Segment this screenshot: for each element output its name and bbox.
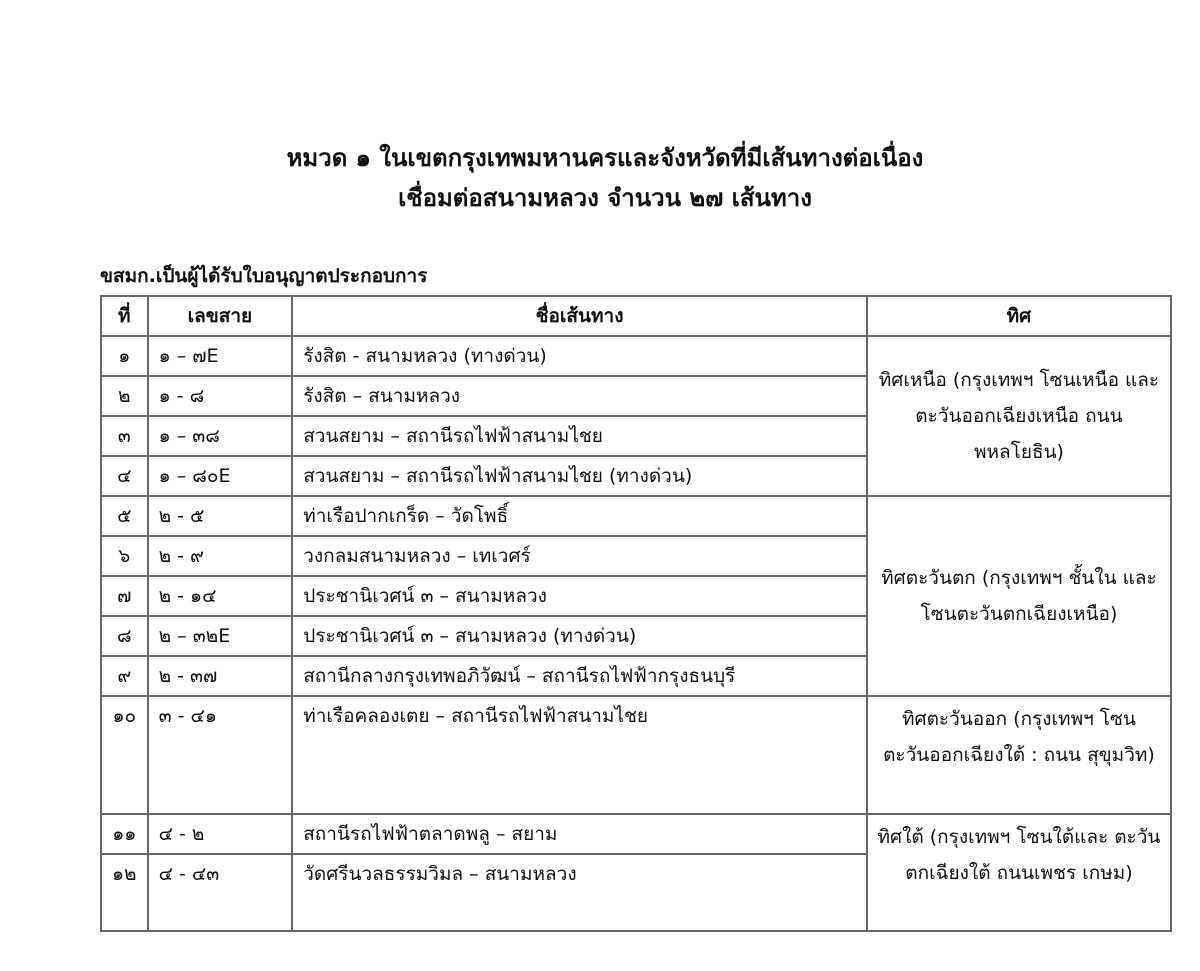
direction-west: ทิศตะวันตก (กรุงเทพฯ ชั้นใน และโซนตะวันตกเฉียงเหนือ): [867, 496, 1171, 696]
bus-line: ๒ – ๓๒E: [148, 616, 293, 656]
table-row: [101, 496, 1171, 536]
route-name: วงกลมสนามหลวง – เทเวศร์: [292, 536, 867, 576]
table-header-row: [101, 296, 1171, 336]
route-name: สถานีกลางกรุงเทพอภิวัฒน์ – สถานีรถไฟฟ้ากรุงธนบุรี: [292, 656, 867, 696]
row-number: ๘: [101, 616, 148, 656]
bus-line: ๑ – ๘๐E: [148, 456, 293, 496]
bus-line: ๒ - ๓๗: [148, 656, 293, 696]
title-line-2: เชื่อมต่อสนามหลวง จำนวน ๒๗ เส้นทาง: [398, 184, 812, 212]
bus-line: ๑ - ๘: [148, 376, 293, 416]
route-name: ท่าเรือปากเกร็ด – วัดโพธิ์: [292, 496, 867, 536]
row-number: ๔: [101, 456, 148, 496]
route-name: สวนสยาม – สถานีรถไฟฟ้าสนามไชย (ทางด่วน): [292, 456, 867, 496]
route-name: สวนสยาม – สถานีรถไฟฟ้าสนามไชย: [292, 416, 867, 456]
header-route: ชื่อเส้นทาง: [292, 296, 867, 336]
operator-subtitle: ขสมก.เป็นผู้ได้รับใบอนุญาตประกอบการ: [100, 265, 428, 287]
route-name: รังสิต – สนามหลวง: [292, 376, 867, 416]
route-name: ท่าเรือคลองเตย – สถานีรถไฟฟ้าสนามไชย: [292, 696, 867, 814]
bus-line: ๔ - ๔๓: [148, 854, 293, 931]
direction-east: ทิศตะวันออก (กรุงเทพฯ โซน ตะวันออกเฉียงใต้ : ถนน สุขุมวิท): [867, 696, 1171, 814]
bus-line: ๔ - ๒: [148, 814, 293, 854]
bus-line: ๑ – ๗E: [148, 336, 293, 376]
routes-table: [100, 295, 1172, 932]
route-name: ประชานิเวศน์ ๓ – สนามหลวง: [292, 576, 867, 616]
row-number: ๑: [101, 336, 148, 376]
row-number: ๓: [101, 416, 148, 456]
route-name: รังสิต - สนามหลวง (ทางด่วน): [292, 336, 867, 376]
row-number: ๑๒: [101, 854, 148, 931]
bus-line: ๑ – ๓๘: [148, 416, 293, 456]
row-number: ๑๐: [101, 696, 148, 814]
row-number: ๗: [101, 576, 148, 616]
row-number: ๑๑: [101, 814, 148, 854]
route-name: ประชานิเวศน์ ๓ – สนามหลวง (ทางด่วน): [292, 616, 867, 656]
route-name: วัดศรีนวลธรรมวิมล – สนามหลวง: [292, 854, 867, 931]
header-line: เลขสาย: [148, 296, 293, 336]
row-number: ๕: [101, 496, 148, 536]
row-number: ๒: [101, 376, 148, 416]
table-row: [101, 814, 1171, 854]
bus-line: ๒ - ๑๔: [148, 576, 293, 616]
direction-south: ทิศใต้ (กรุงเทพฯ โซนใต้และ ตะวันตกเฉียงใต้ ถนนเพชร เกษม): [867, 814, 1171, 931]
row-number: ๖: [101, 536, 148, 576]
route-name: สถานีรถไฟฟ้าตลาดพลู – สยาม: [292, 814, 867, 854]
bus-line: ๒ - ๙: [148, 536, 293, 576]
direction-north: ทิศเหนือ (กรุงเทพฯ โซนเหนือ และตะวันออกเฉียงเหนือ ถนนพหลโยธิน): [867, 336, 1171, 496]
title-line-1: หมวด ๑ ในเขตกรุงเทพมหานครและจังหวัดที่มีเส้นทางต่อเนื่อง: [286, 144, 924, 172]
bus-line: ๓ - ๔๑: [148, 696, 293, 814]
row-number: ๙: [101, 656, 148, 696]
table-row: [101, 336, 1171, 376]
header-no: ที่: [101, 296, 148, 336]
header-direction: ทิศ: [867, 296, 1171, 336]
bus-line: ๒ - ๕: [148, 496, 293, 536]
table-row: [101, 696, 1171, 814]
